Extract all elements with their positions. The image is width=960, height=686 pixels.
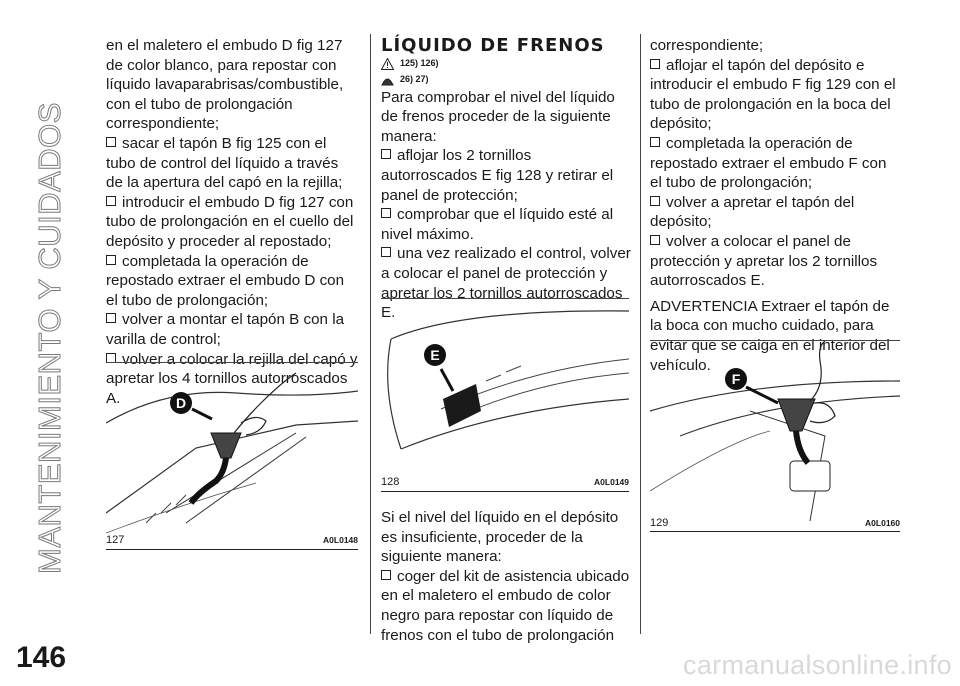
figure-label-e: E — [430, 347, 440, 363]
figure-129 — [650, 340, 900, 532]
col1-step: volver a montar el tapón B con la varilla de control; — [106, 310, 358, 349]
figure-code: A0L0148 — [323, 535, 358, 545]
figure-label-f: F — [731, 371, 741, 387]
caution-ref — [381, 72, 631, 88]
caution-ref-text: 26) 27) — [400, 73, 429, 84]
col2-intro: Para comprobar el nivel del líquido de frenos proceder de la siguiente manera: — [381, 88, 615, 145]
caution-icon — [381, 74, 394, 86]
section-title: MANTENIMIENTO Y CUIDADOS — [32, 102, 67, 574]
column-divider-right — [640, 34, 641, 634]
funnel-illustration — [106, 363, 358, 549]
figure-code: A0L0160 — [865, 518, 900, 528]
warning-icon — [381, 58, 394, 70]
footer-url: carmanualsonline.info — [683, 650, 952, 680]
col1-step: sacar el tapón B fig 125 con el tubo de control del líquido a través de la apertura del capó en la rejilla; — [106, 134, 358, 193]
figure-128 — [381, 298, 629, 492]
col3-step: completada la operación de repostado extraer el embudo F con el tubo de prolongación; — [650, 134, 900, 193]
protection-panel-illustration — [381, 299, 629, 491]
column-divider-left — [370, 34, 371, 634]
figure-label-d: D — [175, 395, 187, 411]
figure-number: 129 — [650, 517, 669, 529]
col1-step: introducir el embudo D fig 127 con tubo de prolongación en el cuello del depósito y proceder al repostado; — [106, 193, 358, 252]
page-number: 146 — [16, 641, 67, 674]
col1-intro: en el maletero el embudo D fig 127 de color blanco, para repostar con líquido lavaparabrisas/combustible, con el tubo de prolongación correspondiente; — [106, 37, 344, 133]
section-heading: LÍQUIDO DE FRENOS — [381, 35, 605, 56]
column-2-continued — [381, 508, 631, 645]
col2-after-step: coger del kit de asistencia ubicado en el maletero el embudo de color negro para repostar con líquido de frenos con el tubo de prolongación — [381, 567, 630, 644]
figure-number: 127 — [106, 534, 125, 546]
figure-127 — [106, 362, 358, 550]
col1-step: volver a colocar la rejilla del capó y apretar los 4 tornillos autorroscados A. — [106, 350, 358, 407]
warning-ref-text: 125) 126) — [400, 57, 439, 68]
figure-code: A0L0149 — [594, 477, 629, 487]
col3-step: aflojar el tapón del depósito e introducir el embudo F fig 129 con el tubo de prolongación en la boca del depósito; — [650, 56, 900, 134]
advertencia: ADVERTENCIA Extraer el tapón de la boca con mucho cuidado, para evitar que se caiga en el interior del vehículo. — [650, 297, 890, 374]
col3-intro: correspondiente; — [650, 37, 764, 54]
col2-step: comprobar que el líquido esté al nivel máximo. — [381, 205, 631, 244]
figure-number: 128 — [381, 476, 400, 488]
column-2 — [381, 36, 631, 323]
col3-step: volver a colocar el panel de protección y apretar los 2 tornillos autorroscados E. — [650, 232, 900, 291]
column-1 — [106, 36, 358, 408]
col2-after: Si el nivel del líquido en el depósito es insuficiente, proceder de la siguiente manera: — [381, 509, 619, 566]
column-3 — [650, 36, 900, 375]
col3-step: volver a apretar el tapón del depósito; — [650, 193, 900, 232]
col1-step: completada la operación de repostado extraer el embudo D con el tubo de prolongación; — [106, 252, 358, 311]
brake-fluid-funnel-illustration — [650, 341, 900, 531]
col2-step: una vez realizado el control, volver a colocar el panel de protección y apretar los 2 tornillos autorroscados E. — [381, 245, 631, 322]
col2-step: aflojar los 2 tornillos autorroscados E fig 128 y retirar el panel de protección; — [381, 146, 631, 205]
